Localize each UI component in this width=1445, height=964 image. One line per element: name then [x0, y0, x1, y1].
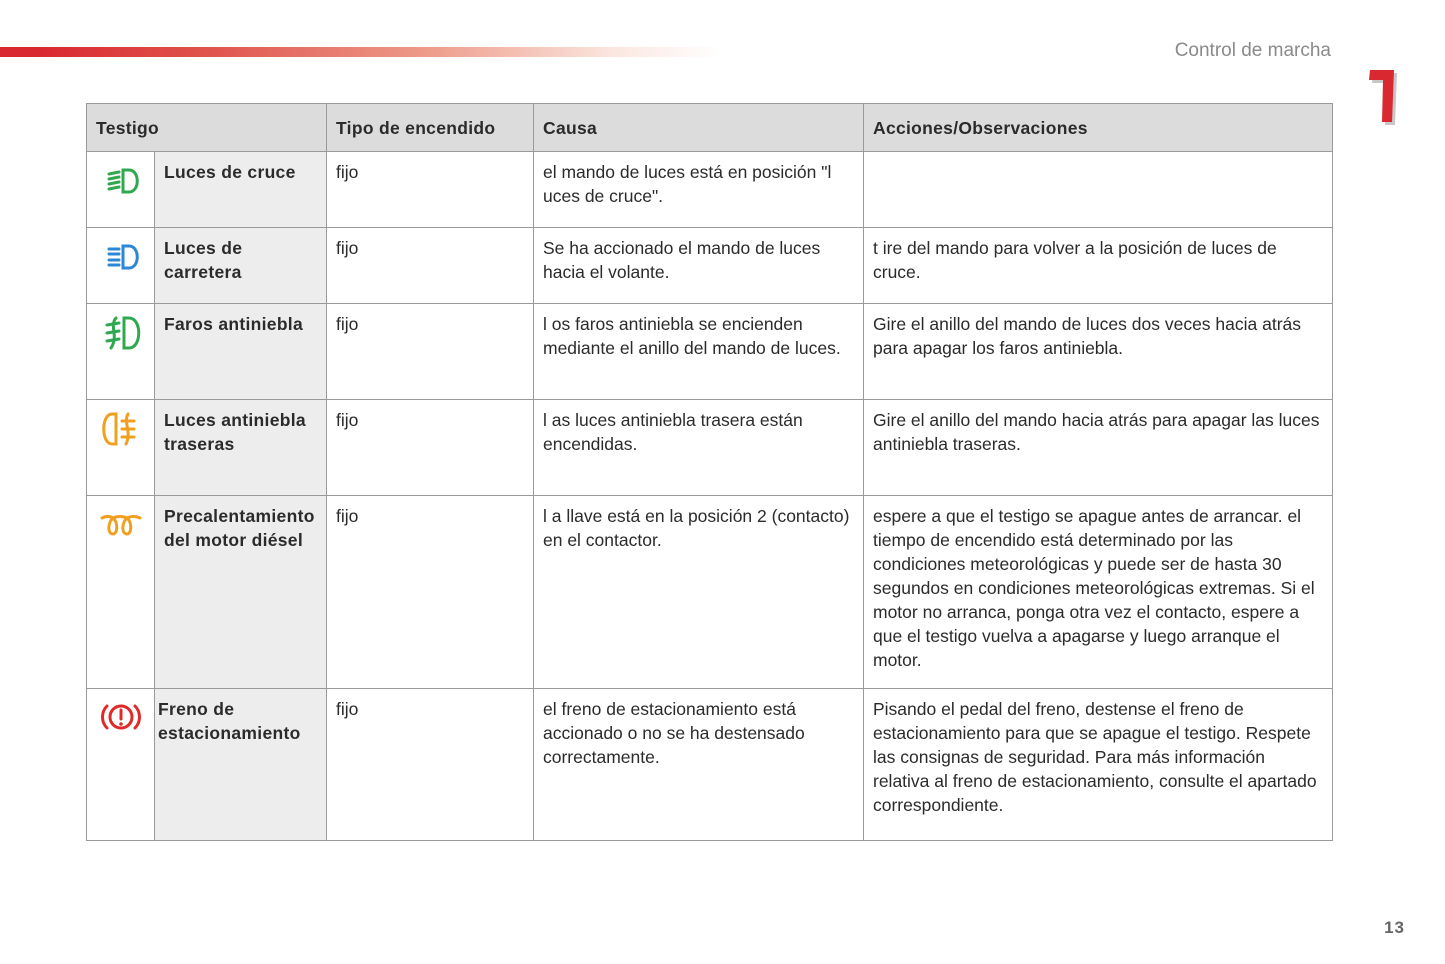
action-text: Gire el anillo del mando hacia atrás para apagar las luces antiniebla traseras. [864, 400, 1333, 496]
chapter-number-mark [1366, 64, 1400, 128]
cause-text: l as luces antiniebla trasera están encendidas. [534, 400, 864, 496]
column-header-tipo: Tipo de encendido [327, 104, 534, 152]
ignition-type: fijo [327, 152, 534, 228]
page-number: 13 [1384, 918, 1405, 937]
action-text: espere a que el testigo se apague antes de arrancar. el tiempo de encendido está determinado por las condiciones meteorológicas y puede ser de hasta 30 segundos en condiciones meteorológicas extremas. Si el motor no arranca, ponga otra vez el contacto, espere a que el testigo vuelva a apagarse y luego arranque el motor. [864, 496, 1333, 689]
table-header-row [87, 104, 1333, 152]
ignition-type: fijo [327, 304, 534, 400]
warning-name: Luces de cruce [155, 152, 327, 228]
table-row [87, 689, 1333, 841]
section-title: Control de marcha [1174, 40, 1331, 61]
column-header-testigo: Testigo [87, 104, 327, 152]
ignition-type: fijo [327, 228, 534, 304]
cause-text: el freno de estacionamiento está accionado o no se ha destensado correctamente. [534, 689, 864, 841]
front-fog-icon [96, 312, 146, 352]
action-text: Gire el anillo del mando de luces dos veces hacia atrás para apagar los faros antiniebla. [864, 304, 1333, 400]
table-row [87, 400, 1333, 496]
cause-text: l os faros antiniebla se encienden mediante el anillo del mando de luces. [534, 304, 864, 400]
table-row [87, 496, 1333, 689]
table-row [87, 228, 1333, 304]
ignition-type: fijo [327, 689, 534, 841]
cause-text: l a llave está en la posición 2 (contacto) en el contactor. [534, 496, 864, 689]
warning-name: Freno de estacionamiento [155, 689, 327, 841]
ignition-type: fijo [327, 496, 534, 689]
ignition-type: fijo [327, 400, 534, 496]
action-text: t ire del mando para volver a la posición de luces de cruce. [864, 228, 1333, 304]
warning-name: Luces antiniebla traseras [155, 400, 327, 496]
cause-text: Se ha accionado el mando de luces hacia el volante. [534, 228, 864, 304]
warning-name: Faros antiniebla [155, 304, 327, 400]
low-beam-icon [96, 160, 146, 200]
table-row [87, 152, 1333, 228]
parking-brake-icon [96, 697, 146, 737]
table-row [87, 304, 1333, 400]
column-header-acciones: Acciones/Observaciones [864, 104, 1333, 152]
warning-name: Precalentamiento del motor diésel [155, 496, 327, 689]
glow-plug-icon [96, 504, 146, 544]
cause-text: el mando de luces está en posición "l uces de cruce". [534, 152, 864, 228]
high-beam-icon [96, 236, 146, 276]
warning-lights-table [86, 103, 1333, 841]
column-header-causa: Causa [534, 104, 864, 152]
warning-name: Luces de carretera [155, 228, 327, 304]
action-text [864, 152, 1333, 228]
action-text: Pisando el pedal del freno, destense el freno de estacionamiento para que se apague el testigo. Respete las consignas de seguridad. Para más información relativa al freno de estacionamiento, consulte el apartado correspondiente. [864, 689, 1333, 841]
rear-fog-icon [96, 408, 146, 448]
accent-bar [0, 47, 720, 57]
